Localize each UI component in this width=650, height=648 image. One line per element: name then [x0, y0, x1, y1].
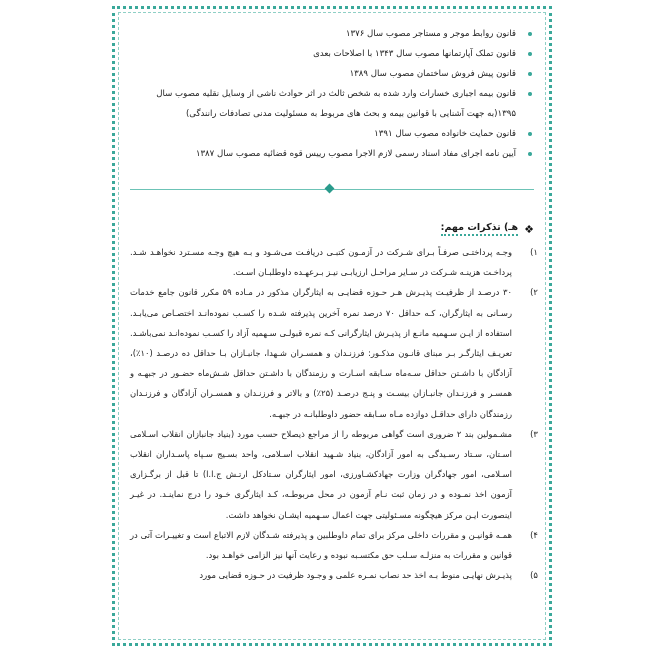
bullet-icon	[528, 152, 532, 156]
section-title: هـ) تذکرات مهم:	[441, 222, 518, 236]
note-number: ۵)	[530, 570, 538, 581]
notes-list	[130, 242, 538, 585]
list-item	[130, 525, 538, 565]
bullet-icon	[528, 32, 532, 36]
bullet-icon	[528, 52, 532, 56]
list-item: قانون حمایت خانواده مصوب سال ۱۳۹۱	[130, 124, 534, 144]
list-item: قانون تملک آپارتمانها مصوب سال ۱۳۴۳ با اصلاحات بعدی	[130, 44, 534, 64]
bullet-icon	[528, 92, 532, 96]
note-text: وجـه پرداختـی صرفـاً بـرای شـرکت در آزمـون کتبـی دریافـت می‌شـود و بـه هیچ وجـه مسـترد نخواهـد شـد. پرداخـت هزینـه شـرکت در سـایر مراحـل ارزیابـی نیـز بـرعهـده داوطلبـان اسـت.	[130, 247, 512, 278]
bullet-icon	[528, 72, 532, 76]
section-divider	[130, 180, 534, 200]
diamond-icon	[325, 184, 335, 194]
list-item: آیین نامه اجرای مفاد اسناد رسمی لازم الاجرا مصوب رییس قوه قضائیه مصوب سال ۱۳۸۷	[130, 144, 534, 164]
note-text: پذیـرش نهایـی منوط بـه اخذ حد نصاب نمـره علمی و وجـود ظرفیت در حـوزه قضایی مورد	[199, 570, 512, 581]
laws-list	[130, 24, 534, 164]
list-item: قانون بیمه اجباری خسارات وارد شده به شخص ثالث در اثر حوادث ناشی از وسایل نقلیه مصوب سال ۱۳۹۵(به جهت آشنایی با قوانین بیمه و بحث های مربوط به مسئولیت مدنی تصادفات رانندگی)	[130, 84, 534, 124]
section-heading	[130, 222, 534, 236]
note-text: همـه قوانیـن و مقررات داخلی مرکز برای تمام داوطلبین و پذیرفته شـدگان لازم الاتباع است و تغییـرات آتی در قوانین و مقررات به منزلـه سـلب حق مکتسـبه نبوده و رعایت آنها نیز الزامی خواهـد بود.	[130, 529, 512, 561]
page-content	[130, 24, 538, 585]
list-item	[130, 242, 538, 282]
list-item: قانون پیش فروش ساختمان مصوب سال ۱۳۸۹	[130, 64, 534, 84]
bullet-icon	[528, 132, 532, 136]
note-number: ۲)	[530, 287, 538, 298]
note-text: مشـمولین بند ۲ ضروری است گواهی مربوطه را از مراجع ذیصلاح حسب مورد (بنیاد جانبازان انقلاب اسـلامی اسـتان، سـتاد رسـیدگی به امور آزادگان، بنیاد شـهید انقلاب اسـلامی، واحد بسـیج سـپاه پاسـداران انقلاب اسـلامی، امور جهادگران وزارت جهادکشـاورزی، امور ایثارگران سـتادکل ارتـش ج.ا.ا) تا قبل از برگـزاری آزمون اخذ نمـوده و در زمان ثبت نـام آزمون در محل مربوطـه، کـد ایثارگری خـود را درج نماینـد. در غیـر اینصورت ایـن مرکز هیچگونه مسـئولیتی جهت اعمال سـهمیه ایشـان نخواهد داشت.	[130, 428, 512, 520]
note-number: ۴)	[530, 529, 538, 540]
note-number: ۳)	[530, 428, 538, 439]
list-item	[130, 565, 538, 585]
list-item: قانون روابط موجر و مستاجر مصوب سال ۱۳۷۶	[130, 24, 534, 44]
note-number: ۱)	[530, 247, 538, 257]
note-text: ۳۰ درصـد از ظرفیـت پذیـرش هـر حـوزه قضایـی به ایثارگران مذکور در مـاده ۵۹ مکرر قانون جامع خدمات رسـانی به ایثارگران، کـه حداقل ۷۰ درصد نمره آخرین پذیرفته شـده را کسـب نموده‌انـد اختصـاص می‌یابـد. استفاده از ایـن سـهمیه مانـع از پذیـرش ایثارگرانی کـه نمره قبولـی سـهمیه آزاد را کسـب نموده‌انـد نمی‌باشـد. تعریـف ایثارگـر بـر مبنای قانـون مذکـور: فرزنـدان و همسـران شـهدا، جانبـازان بـا حداقل ده درصـد (۱۰٪)، آزادگان با داشـتن حداقل سـه‌ماه سـابقه اسـارت و رزمندگان با داشـتن حداقل شـش‌ماه حضـور در جبهـه و همسـر و فرزنـدان جانبـازان بیسـت و پنـج درصـد (۲۵٪) و بالاتر و فرزنـدان و همسـران آزادگان و فرزنـدان رزمندگان دارای حداقـل دوازده مـاه سـابقه حضور داوطلبانـه در جبهـه.	[130, 287, 512, 419]
list-item	[130, 282, 538, 423]
list-item	[130, 424, 538, 525]
flower-icon: ❖	[524, 222, 534, 236]
